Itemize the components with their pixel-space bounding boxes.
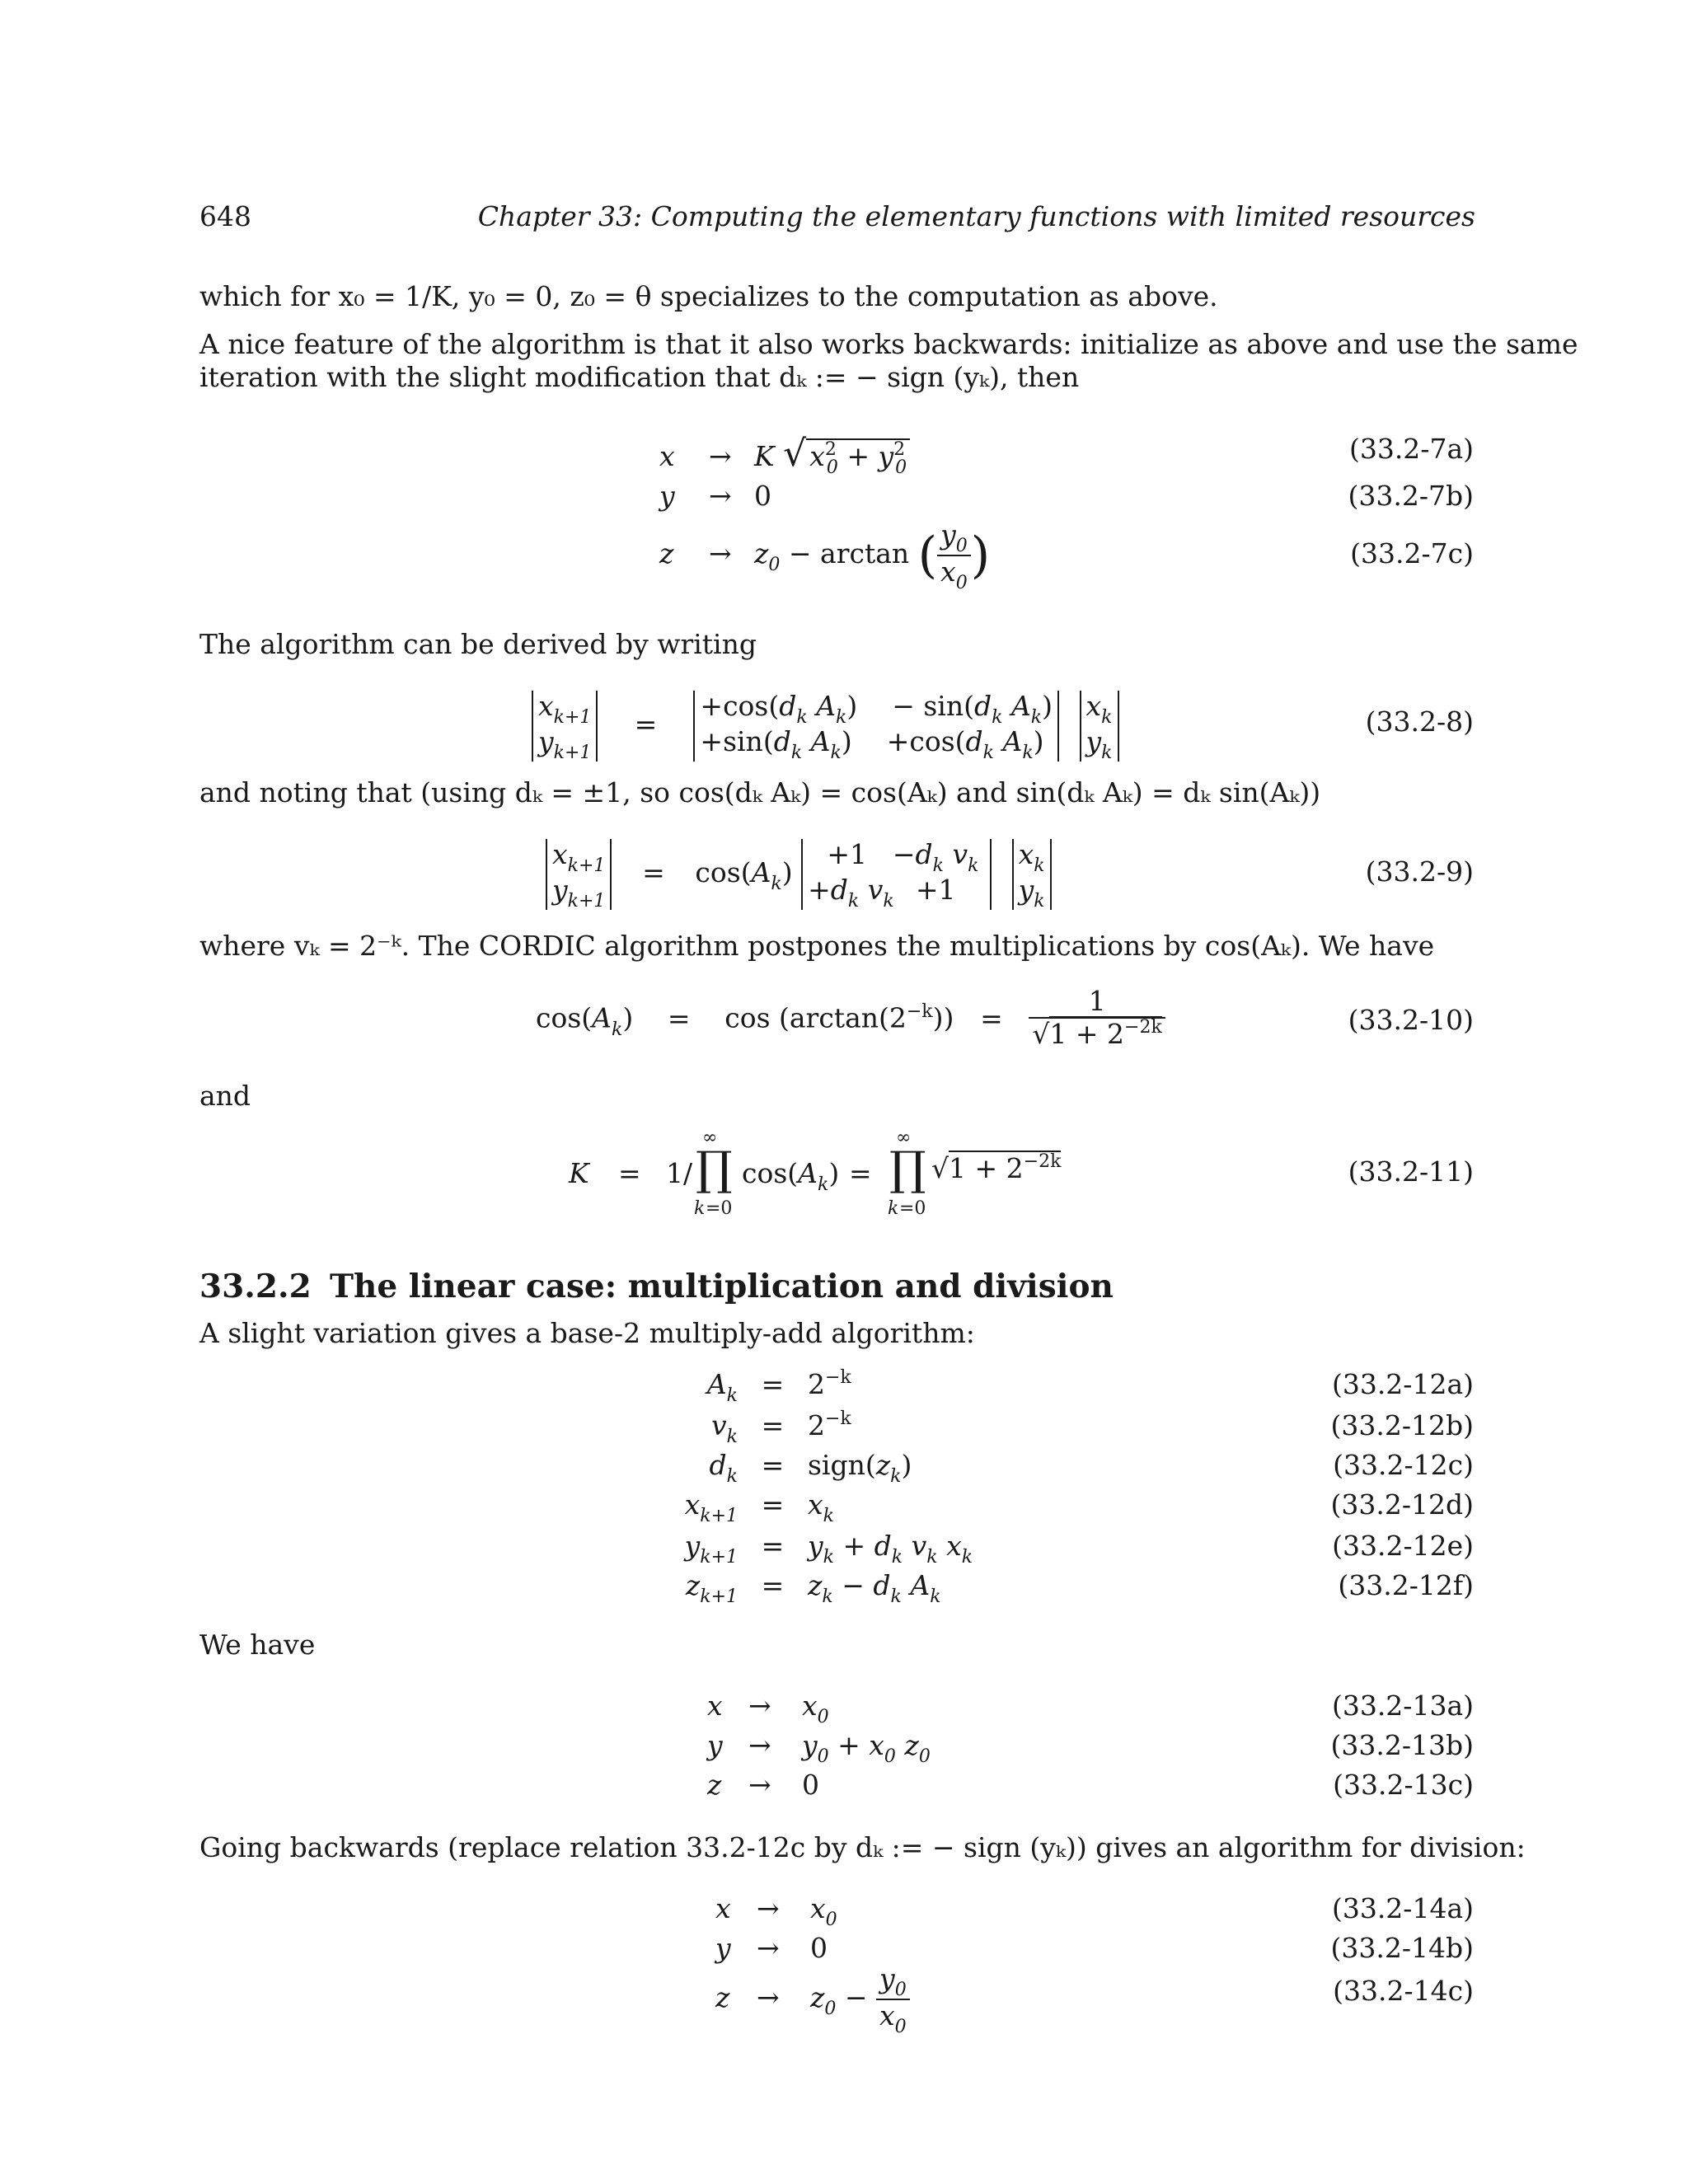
eq-14b: y → 0 — [715, 1932, 828, 1964]
eq-number: (33.2-12b) — [1330, 1409, 1474, 1441]
eq-number: (33.2-12d) — [1330, 1488, 1474, 1521]
section-heading — [199, 1268, 1114, 1305]
eq-number: (33.2-9) — [1365, 855, 1474, 888]
paragraph-7: A slight variation gives a base-2 multiply-add algorithm: — [199, 1317, 975, 1349]
eq-number: (33.2-7c) — [1350, 537, 1474, 569]
eq-number: (33.2-13b) — [1330, 1729, 1474, 1761]
eq-number: (33.2-12e) — [1332, 1530, 1474, 1562]
eq-12f: $z_{k+1} = z_k - d_k$ $A_k$ — [685, 1569, 941, 1607]
eq-12a: $A_k = 2^{-k}$ — [706, 1367, 851, 1406]
running-header: Chapter 33: Computing the elementary functions with limited resources — [477, 200, 1475, 232]
eq-number: (33.2-14a) — [1331, 1892, 1474, 1924]
eq-number: (33.2-14b) — [1330, 1932, 1474, 1964]
eq-number: (33.2-12f) — [1338, 1569, 1474, 1601]
paragraph-6: and — [199, 1080, 251, 1112]
eq-14a: $x \to x_0$ — [715, 1892, 837, 1930]
eq-number: (33.2-14c) — [1333, 1975, 1474, 2007]
eq-number: (33.2-12a) — [1331, 1368, 1474, 1400]
section-number: 33.2.2 — [199, 1268, 312, 1305]
eq-7b: y → 0 — [659, 480, 771, 512]
eq-10: $\cos(A_k) = \cos (\arctan(2^{-k}))$ = $\frac{1}{√1 + 2^{-2k}}$ — [536, 986, 1165, 1054]
eq-number: (33.2-11) — [1348, 1155, 1474, 1188]
eq-7c: $z \to z_0 - \arctan$ ( $\frac{y_0}{x_0}$ ) — [659, 518, 991, 593]
eq-number: (33.2-10) — [1348, 1004, 1474, 1036]
eq-number: (33.2-7b) — [1348, 480, 1474, 512]
eq-7a: x → K √ $x^2_0 + y^2_0$ — [659, 433, 910, 475]
eq-12b: $v_k = 2^{-k}$ — [711, 1408, 851, 1447]
eq-number: (33.2-7a) — [1348, 433, 1474, 465]
eq-13c: z → 0 — [707, 1769, 819, 1801]
eq-9: $x_{k+1}$ $y_{k+1} = \cos(A_k) +1 -d_k$ $v_k$ $+d_k$ $v_k +1$ $x_k$ $y_k$ — [546, 839, 1052, 910]
paragraph-3: The algorithm can be derived by writing — [199, 628, 757, 660]
paragraph-2-line-1: A nice feature of the algorithm is that it also works backwards: initialize as above and use the same — [199, 328, 1578, 360]
paragraph-4: and noting that (using dₖ = ±1, so cos(dₖ Aₖ) = cos(Aₖ) and sin(dₖ Aₖ) = dₖ sin(Aₖ)) — [199, 776, 1321, 808]
eq-12d: $x_{k+1} = x_k$ — [684, 1488, 834, 1526]
paragraph-9: Going backwards (replace relation 33.2-12c by dₖ := − sign (yₖ)) gives an algorithm for division: — [199, 1831, 1526, 1863]
eq-12c: $d_k$ = $sign(z_k)$ — [709, 1449, 912, 1487]
eq-number: (33.2-12c) — [1333, 1449, 1474, 1481]
paragraph-2-line-2: iteration with the slight modification that dₖ := − sign (yₖ), then — [199, 361, 1080, 393]
paragraph-5: where vₖ = 2⁻ᵏ. The CORDIC algorithm postpones the multiplications by cos(Aₖ). We have — [199, 930, 1435, 962]
paragraph-8: We have — [199, 1629, 316, 1661]
page-number: 648 — [199, 200, 251, 232]
paragraph-1: which for x₀ = 1/K, y₀ = 0, z₀ = θ specializes to the computation as above. — [199, 280, 1218, 312]
eq-number: (33.2-13a) — [1331, 1690, 1474, 1722]
eq-number: (33.2-13c) — [1333, 1769, 1474, 1801]
eq-14c: $z \to z_0$ − $\frac{y_0}{x_0}$ — [715, 1963, 910, 2036]
eq-13a: $x \to x_0$ — [707, 1690, 829, 1727]
eq-12e: $y_{k+1} = y_k + d_k$ $v_k$ $x_k$ — [684, 1530, 973, 1568]
eq-number: (33.2-8) — [1365, 705, 1474, 738]
eq-8: $x_{k+1}$ $y_{k+1} = +\cos(d_k$ $A_k$) − $\sin(d_k$ $A_k$) $+\sin(d_k$ $A_k$) $+\cos(d_k$ $A_k$) $x_k$ $y_k$ — [532, 691, 1119, 762]
section-title: The linear case: multiplication and division — [330, 1268, 1114, 1305]
eq-13b: $y \to y_0 + x_0$ $z_0$ — [707, 1729, 931, 1767]
